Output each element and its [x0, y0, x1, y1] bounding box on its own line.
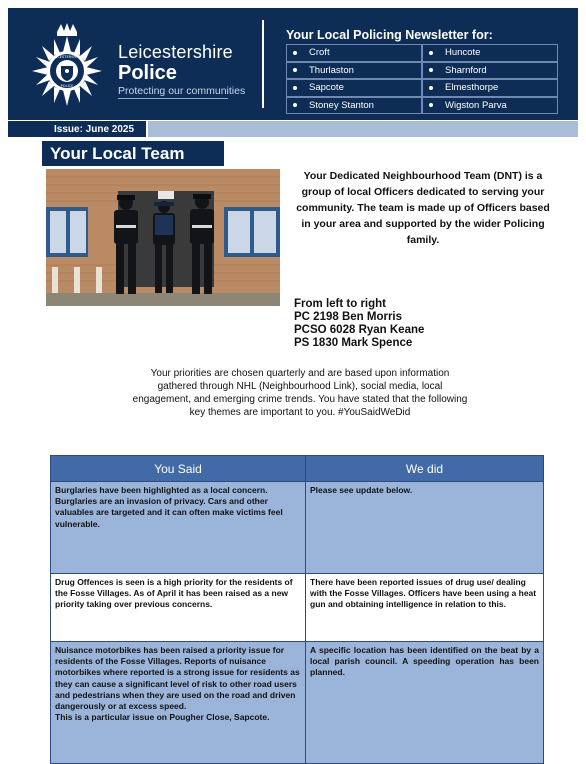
area-item: [286, 62, 422, 80]
you-said-text: Nuisance motorbikes has been raised a priority issue for residents of the Fosse Villages. Reports of nuisance motorbikes where reported is a strong issue for residents as they can cause a significant level of risk to other road users and pedestrians when they are used on the road and driven dangerously or at excess speed.: [55, 645, 300, 712]
area-item: [422, 97, 558, 115]
brand-police: Police: [118, 62, 177, 84]
col-header-you-said: You Said: [51, 456, 306, 482]
issue-label: Issue: June 2025: [8, 121, 146, 137]
table-header-row: [51, 456, 544, 482]
we-did-cell: Please see update below.: [306, 482, 544, 574]
area-label: Stoney Stanton: [309, 99, 374, 111]
bullet-icon: [429, 103, 433, 107]
police-crest-logo: [30, 22, 104, 108]
bullet-icon: [293, 68, 297, 72]
brand-divider: [118, 98, 228, 99]
we-did-cell: There have been reported issues of drug use/ dealing with the Fosse Villages. Officers have been using a heat gun and obtaining intelligence in relation to this.: [306, 574, 544, 642]
bullet-icon: [293, 103, 297, 107]
bullet-icon: [429, 86, 433, 90]
area-label: Wigston Parva: [445, 99, 507, 111]
you-said-we-did-table: [50, 455, 544, 764]
area-item: [422, 44, 558, 62]
caption-line: PCSO 6028 Ryan Keane: [294, 324, 425, 336]
priorities-text: Your priorities are chosen quarterly and are based upon information gathered through NHL (Neighbourhood Link), social media, local engagement, and emerging crime trends. You have stated that the following key themes are important to you. #YouSaidWeDid: [132, 368, 468, 418]
team-intro: Your Dedicated Neighbourhood Team (DNT) is a group of local Officers dedicated to serving your community. The team is made up of Officers based in your area and supported by the wider Policing family.: [296, 170, 550, 246]
issue-strip: [148, 121, 578, 137]
bullet-icon: [429, 68, 433, 72]
header-divider: [262, 20, 264, 108]
area-label: Elmesthorpe: [445, 82, 499, 94]
you-said-cell: Drug Offences is seen is a high priority for the residents of the Fosse Villages. As of April it has been raised as a new priority taking over previous concerns.: [51, 574, 306, 642]
caption-line: From left to right: [294, 298, 386, 310]
you-said-cell: [51, 642, 306, 764]
bullet-icon: [293, 51, 297, 55]
area-label: Thurlaston: [309, 64, 354, 76]
brand-tagline: Protecting our communities: [118, 85, 246, 97]
caption-line: PS 1830 Mark Spence: [294, 337, 413, 349]
brand-name: Leicestershire: [118, 42, 233, 62]
caption-line: PC 2198 Ben Morris: [294, 311, 403, 323]
area-item: [422, 79, 558, 97]
table-row: [51, 642, 544, 764]
crest-top-text: LEICESTERSHIRE: [51, 55, 83, 59]
area-item: [286, 97, 422, 115]
table-row: [51, 482, 544, 574]
masthead: [8, 8, 578, 120]
area-label: Sapcote: [309, 82, 344, 94]
area-label: Sharnford: [445, 64, 487, 76]
area-item: [286, 44, 422, 62]
photo-caption: [294, 298, 424, 350]
you-said-cell: Burglaries have been highlighted as a local concern. Burglaries are an invasion of privacy. Cars and other valuables are targeted and it can often make victims feel vulnerable.: [51, 482, 306, 574]
area-item: [286, 79, 422, 97]
you-said-extra: This is a particular issue on Pougher Close, Sapcote.: [55, 712, 270, 723]
bullet-icon: [293, 86, 297, 90]
section-heading: Your Local Team: [42, 141, 224, 166]
area-list: [286, 44, 558, 114]
col-header-we-did: We did: [306, 456, 544, 482]
crest-bottom-text: POLICE: [60, 84, 74, 88]
team-photo: [46, 169, 280, 306]
table-row: [51, 574, 544, 642]
bullet-icon: [429, 51, 433, 55]
newsletter-title: Your Local Policing Newsletter for:: [286, 28, 493, 42]
area-label: Huncote: [445, 47, 481, 59]
we-did-cell: A specific location has been identified on the beat by a local parish council. A speeding operation has been planned.: [306, 642, 544, 764]
area-item: [422, 62, 558, 80]
area-label: Croft: [309, 47, 330, 59]
